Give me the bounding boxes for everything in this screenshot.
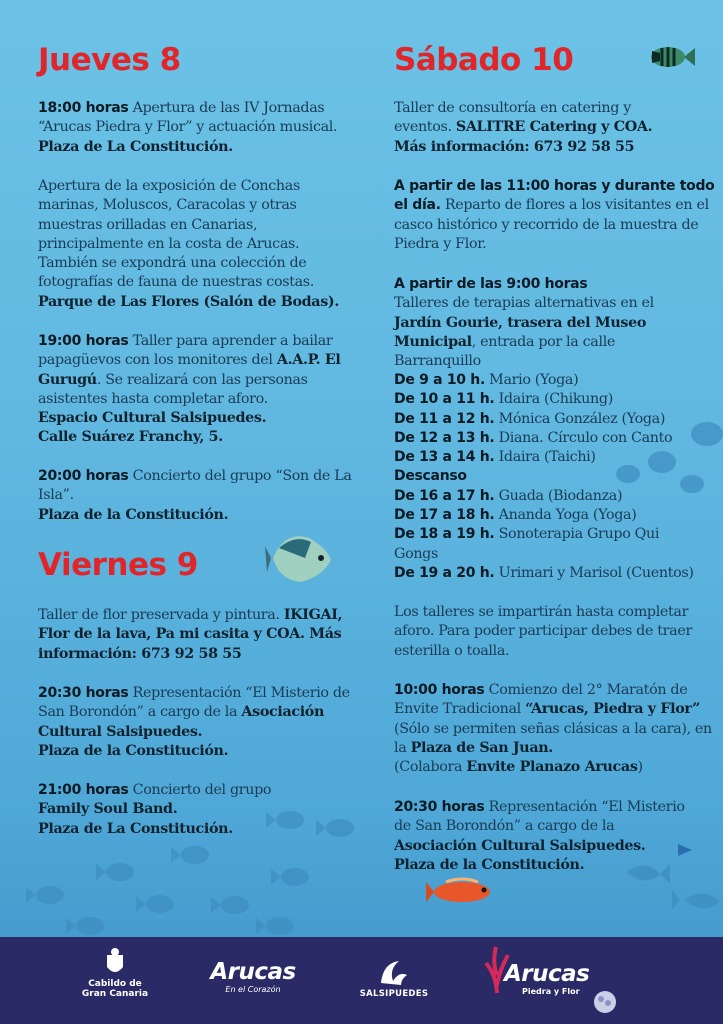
- sabado-event-5: 10:00 horas Comienzo del 2° Maratón de Envite Tradicional “Arucas, Piedra y Flor” (Sólo se permiten señas clásicas a la cara), en la Plaza de San Juan. (Colabora Envite Planazo Arucas): [394, 682, 712, 776]
- viernes-title: Viernes 9: [38, 547, 198, 583]
- sabado-title: Sábado 10: [394, 42, 574, 78]
- schedule-break: Descanso: [394, 468, 467, 485]
- event-place: Plaza de la Constitución.: [394, 856, 585, 873]
- cabildo-logo: Cabildo de Gran Canaria: [75, 947, 155, 999]
- event-time: 20:30 horas: [394, 799, 485, 815]
- event-time: A partir de las 11:00 horas y durante todo el día.: [394, 178, 715, 214]
- event-time: 10:00 horas: [394, 682, 485, 698]
- schedule-row: De 10 a 11 h. Idaira (Chikung): [394, 391, 613, 408]
- arucas-piedra-flor-logo: Arucas Piedra y Flor: [482, 945, 622, 1019]
- event-place: Plaza de San Juan.: [410, 739, 553, 756]
- schedule-row: De 19 a 20 h. Urimari y Marisol (Cuentos): [394, 564, 694, 581]
- sponsor-footer: [0, 937, 723, 1024]
- jueves-event-2: Apertura de la exposición de Conchas marinas, Moluscos, Caracolas y otras muestras orilladas en Canarias, principalmente en la costa de Arucas. También se expondrá una colección de fotografías de fauna de nuestras costas. Parque de Las Flores (Salón de Bodas).: [38, 178, 339, 310]
- event-place: Parque de Las Flores (Salón de Bodas).: [38, 293, 339, 310]
- phone-number: 673 92 58 55: [136, 645, 242, 662]
- jueves-title: Jueves 8: [38, 42, 181, 78]
- wave-icon: [377, 957, 411, 987]
- event-address: Calle Suárez Franchy, 5.: [38, 429, 223, 446]
- jueves-event-1: 18:00 horas Apertura de las IV Jornadas “Arucas Piedra y Flor” y actuación musical. Plaza de La Constitución.: [38, 100, 338, 155]
- arucas-corazon-logo: Arucas En el Corazón: [210, 959, 296, 994]
- jueves-event-4: 20:00 horas Concierto del grupo “Son de La Isla”. Plaza de la Constitución.: [38, 467, 356, 525]
- sabado-event-2: A partir de las 11:00 horas y durante todo el día. Reparto de flores a los visitantes en el casco histórico y recorrido de la muestra de Piedra y Flor.: [394, 178, 715, 252]
- sabado-event-1: Taller de consultoría en catering y eventos. SALITRE Catering y COA. Más información: 673 92 58 55: [394, 100, 653, 155]
- event-time: A partir de las 9:00 horas: [394, 276, 588, 292]
- event-time: 21:00 horas: [38, 782, 129, 798]
- jueves-event-3: 19:00 horas Taller para aprender a bailar papagüevos con los monitores del A.A.P. El Gurugú. Se realizará con las personas asistentes hasta completar aforo. Espacio Cultural Salsipuedes. Calle Suárez Franchy, 5.: [38, 332, 356, 448]
- event-time: 20:00 horas: [38, 468, 129, 484]
- viernes-event-3: 21:00 horas Concierto del grupo Family Soul Band. Plaza de La Constitución.: [38, 781, 356, 839]
- schedule-row: De 13 a 14 h. Idaira (Taichi): [394, 449, 596, 466]
- fish-icon: [648, 42, 696, 72]
- sabado-note: Los talleres se impartirán hasta completar aforo. Para poder participar debes de traer esterilla o toalla.: [394, 604, 692, 659]
- event-place: Plaza de la Constitución.: [38, 506, 229, 523]
- event-time: 18:00 horas: [38, 100, 129, 116]
- sabado-event-6: 20:30 horas Representación “El Misterio de San Borondón” a cargo de la Asociación Cultural Salsipuedes. Plaza de la Constitución.: [394, 798, 699, 875]
- schedule-row: De 12 a 13 h. Diana. Círculo con Canto: [394, 429, 673, 446]
- event-place: Plaza de la Constitución.: [38, 742, 229, 759]
- event-place: Jardín Gourie, trasera del Museo Municipal: [394, 314, 647, 350]
- salsipuedes-logo: SALSIPUEDES: [350, 957, 438, 999]
- schedule-row: De 9 a 10 h. Mario (Yoga): [394, 372, 579, 388]
- event-place: Plaza de La Constitución.: [38, 138, 233, 155]
- event-time: 20:30 horas: [38, 685, 129, 701]
- viernes-event-1: Taller de flor preservada y pintura. IKIGAI, Flor de la lava, Pa mi casita y COA. Más información: 673 92 58 55: [38, 607, 343, 662]
- butterflyfish-icon: [265, 528, 337, 588]
- hydrangea-icon: [592, 989, 618, 1015]
- sabado-event-3: A partir de las 9:00 horas Talleres de terapias alternativas en el Jardín Gourie, trasera del Museo Municipal, entrada por la calle Barranquillo: [394, 275, 694, 371]
- viernes-event-2: 20:30 horas Representación “El Misterio de San Borondón” a cargo de la Asociación Cultural Salsipuedes. Plaza de la Constitución.: [38, 684, 356, 761]
- event-time: 19:00 horas: [38, 333, 129, 349]
- therapy-schedule: [394, 371, 716, 583]
- schedule-row: De 18 a 19 h. Sonoterapia Grupo Qui Gongs: [394, 526, 660, 562]
- coat-of-arms-icon: [104, 947, 126, 977]
- schedule-row: De 11 a 12 h. Mónica González (Yoga): [394, 410, 666, 427]
- schedule-row: De 16 a 17 h. Guada (Biodanza): [394, 487, 623, 504]
- red-fish-icon: [426, 876, 506, 908]
- schedule-row: De 17 a 18 h. Ananda Yoga (Yoga): [394, 507, 637, 524]
- event-place: Espacio Cultural Salsipuedes.: [38, 410, 267, 427]
- event-place: Plaza de La Constitución.: [38, 820, 233, 837]
- phone-number: 673 92 58 55: [529, 138, 635, 155]
